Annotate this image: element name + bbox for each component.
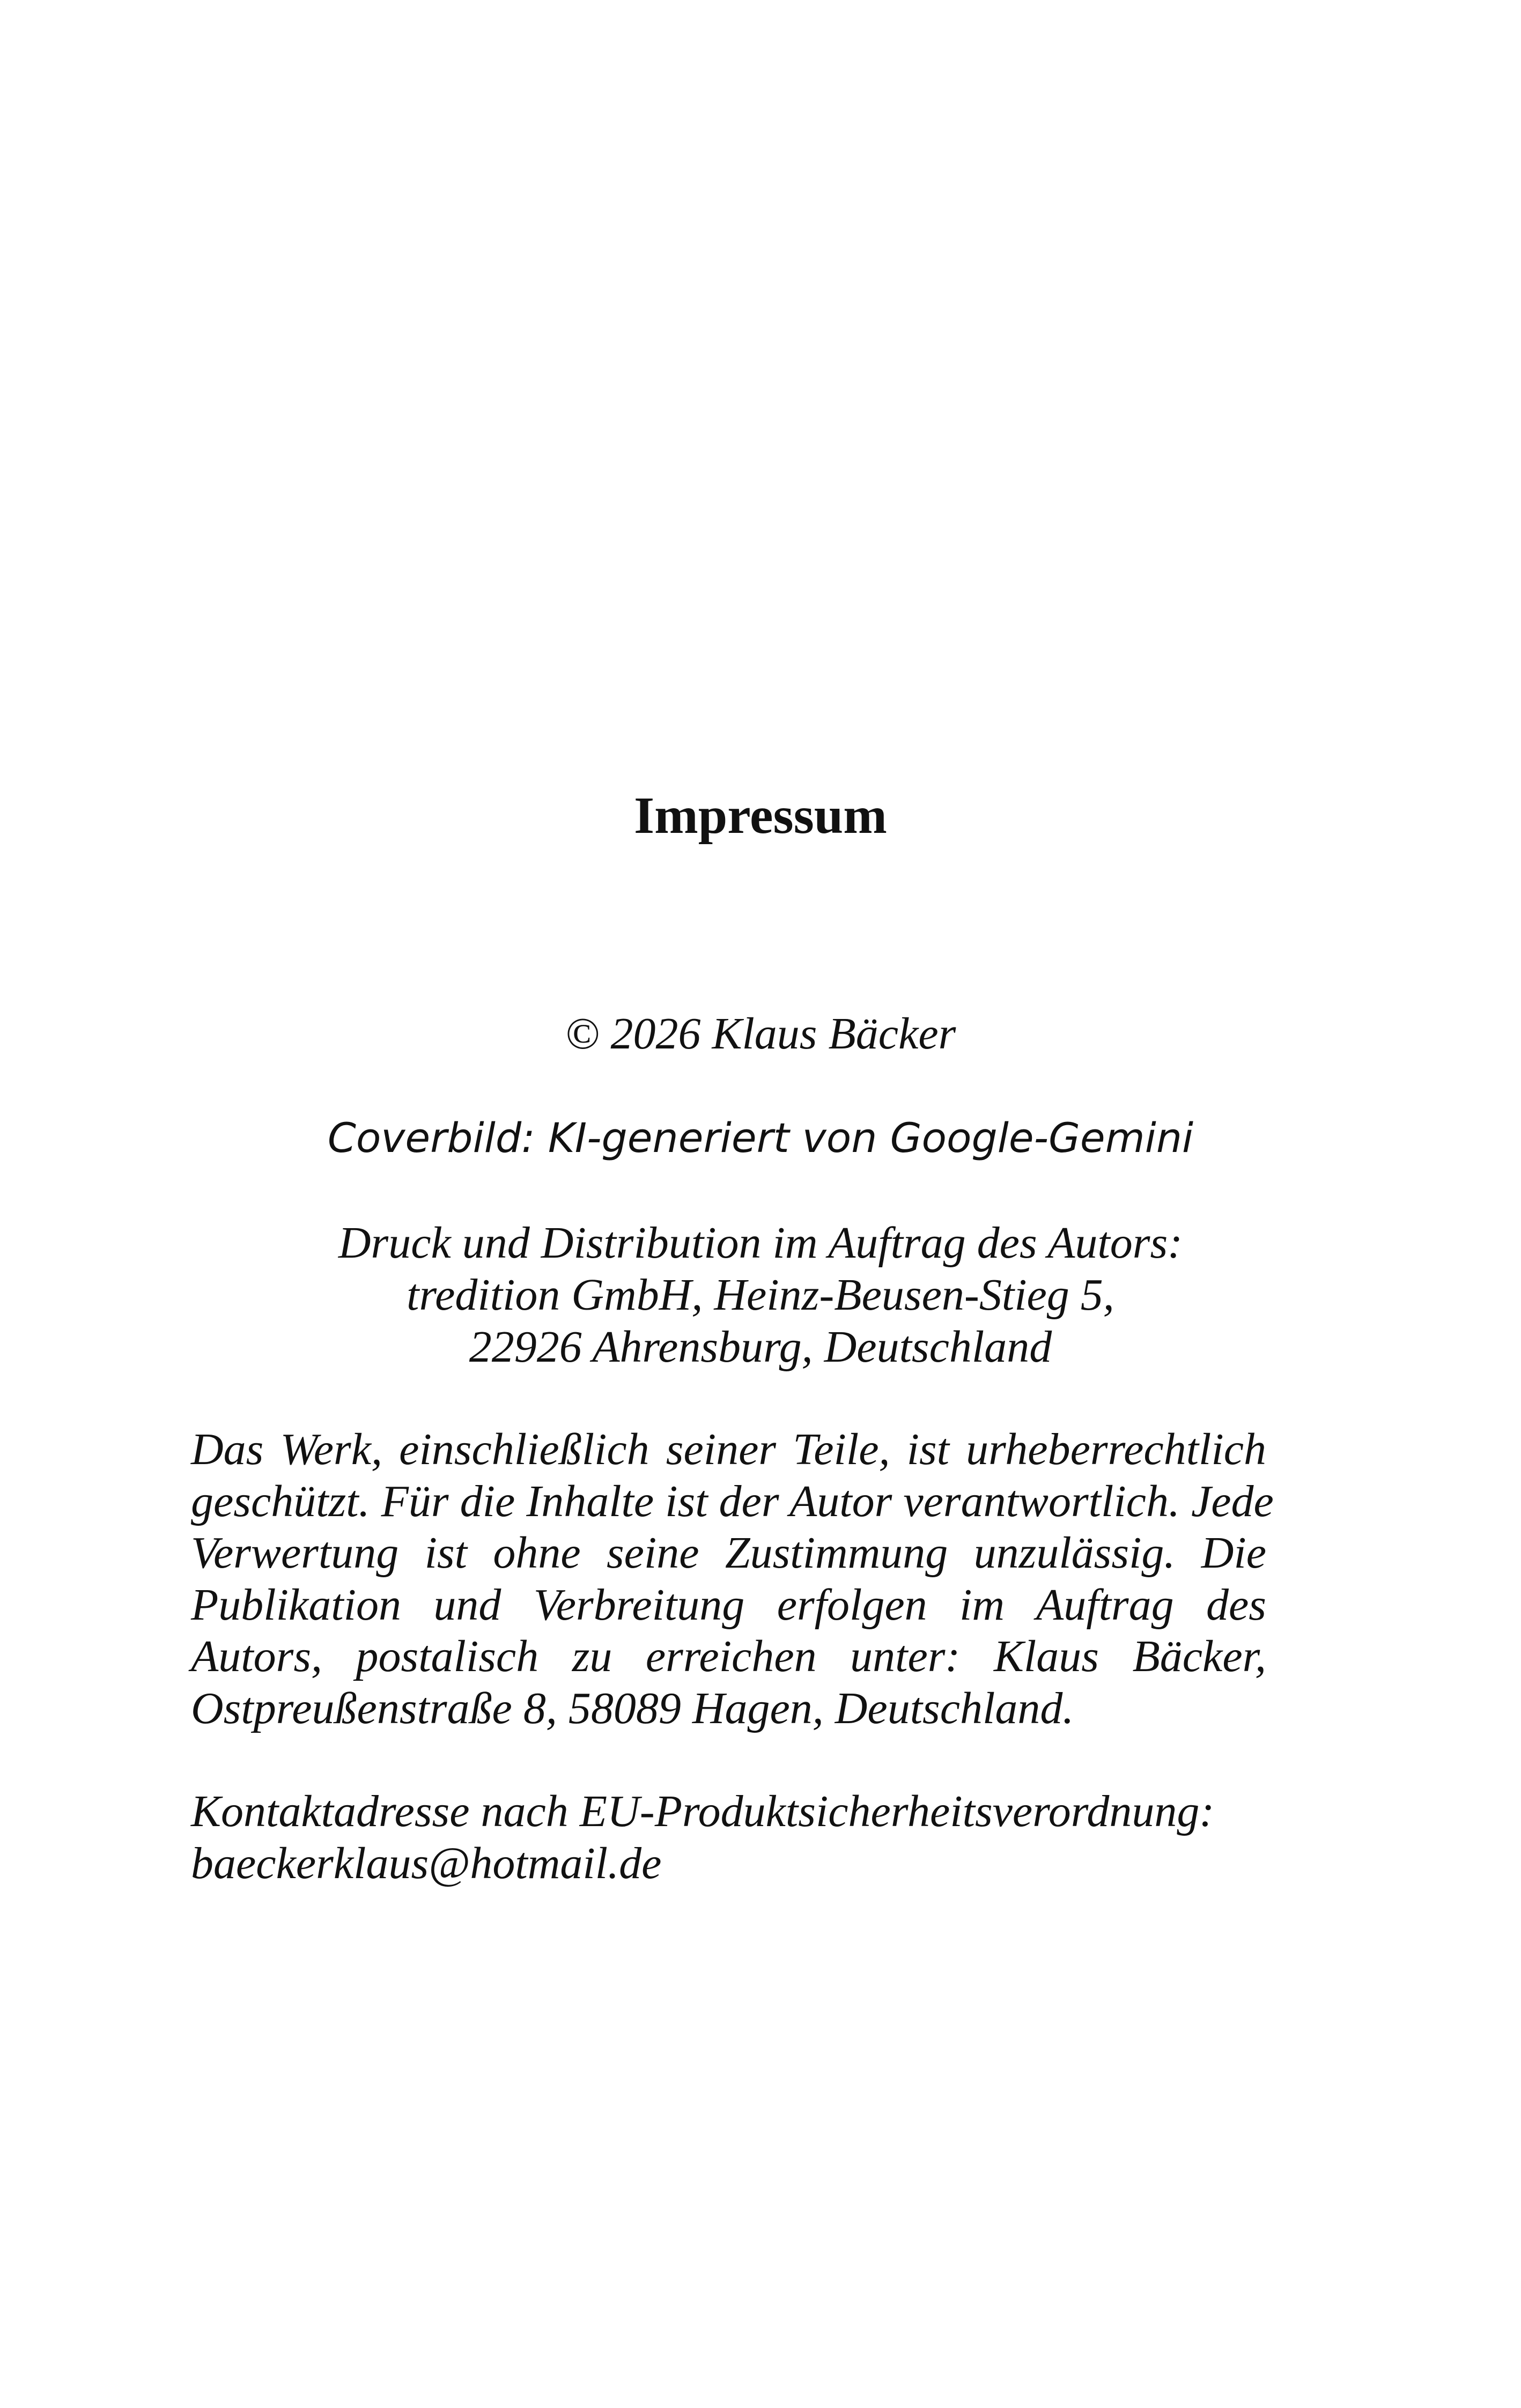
page-title: Impressum: [634, 787, 887, 845]
legal-line-3: Verwertung ist ohne seine Zustimmung unzulässig. Die: [191, 1528, 1266, 1578]
cover-credit-line: Coverbild: KI-generiert von Google-Gemini: [327, 1114, 1194, 1162]
print-line-2: tredition GmbH, Heinz-Beusen-Stieg 5,: [407, 1270, 1114, 1320]
legal-line-5: Autors, postalisch zu erreichen unter: Klaus Bäcker,: [191, 1631, 1266, 1681]
contact-paragraph: [191, 1786, 1266, 1889]
legal-line-4: Publikation und Verbreitung erfolgen im Auftrag des: [191, 1579, 1266, 1630]
contact-line-1: Kontaktadresse nach EU-Produktsicherheitsverordnung:: [191, 1786, 1215, 1836]
print-line-1: Druck und Distribution im Auftrag des Autors:: [338, 1218, 1183, 1268]
legal-line-1: Das Werk, einschließlich seiner Teile, ist urheberrechtlich: [191, 1424, 1266, 1474]
legal-line-6: Ostpreußenstraße 8, 58089 Hagen, Deutschland.: [191, 1683, 1074, 1733]
legal-line-2: geschützt. Für die Inhalte ist der Autor verantwortlich. Jede: [191, 1476, 1274, 1526]
copyright-line: © 2026 Klaus Bäcker: [565, 1009, 956, 1059]
contact-email: baeckerklaus@hotmail.de: [191, 1838, 662, 1888]
print-line-3: 22926 Ahrensburg, Deutschland: [469, 1322, 1052, 1372]
legal-notice-paragraph: [191, 1424, 1274, 1734]
